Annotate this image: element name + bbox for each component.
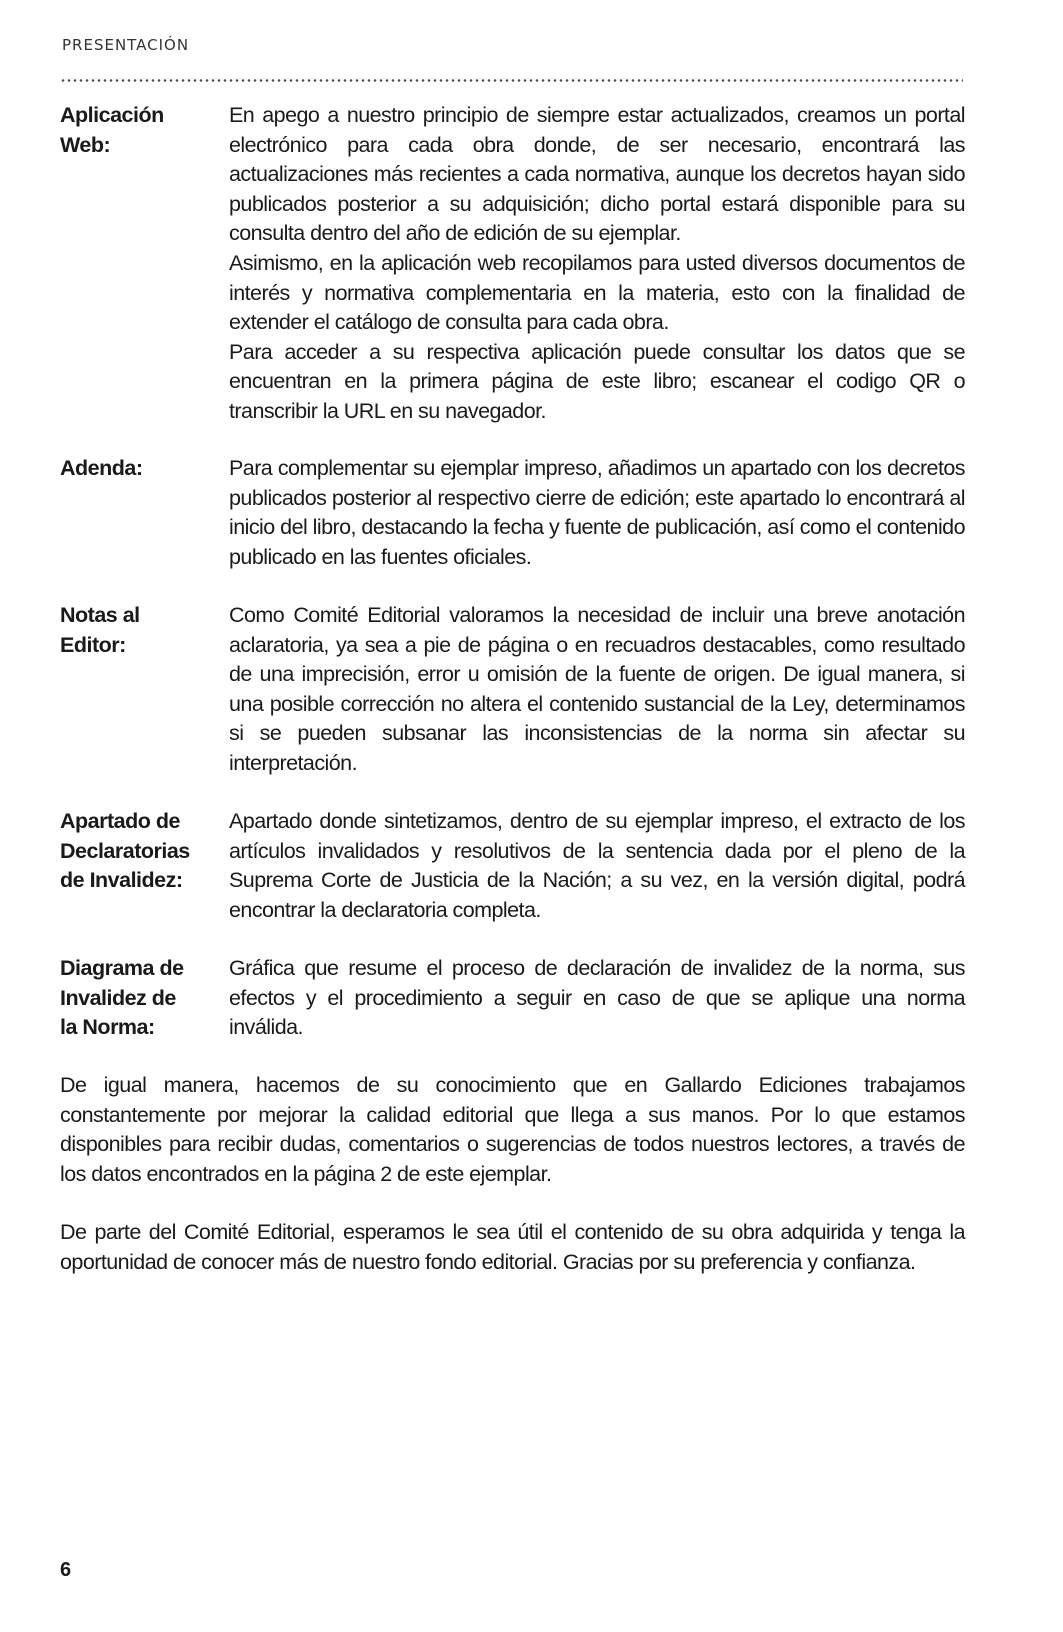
definition-description: En apego a nuestro principio de siempre estar actualizados, creamos un portal electrónico para cada obra donde, de ser necesario, encontrará las actualizaciones más recientes a cada normativa, aunque los decretos hayan sido publicados posterior a su adquisición; dicho portal estará disponible para su consulta dentro del año de edición de su ejemplar. Asimismo, en la aplicación web recopilamos para usted diversos documentos de interés y normativa complementaria en la materia, esto con la finalidad de extender el catálogo de consulta para cada obra. Para acceder a su respectiva aplicación puede consultar los datos que se encuentran en la primera página de este libro; escanear el codigo QR o transcribir la URL en su navegador. (229, 103, 965, 423)
closing-paragraph-2: De parte del Comité Editorial, esperamos le sea útil el contenido de su obra adquirida y tenga la oportunidad de conocer más de nuestro fondo editorial. Gracias por su preferencia y confianza. (60, 1220, 965, 1274)
definition-description: Apartado donde sintetizamos, dentro de su ejemplar impreso, el extracto de los artículos invalidados y resolutivos de la sentencia dada por el pleno de la Suprema Corte de Justicia de la Nación; a su vez, en la versión digital, podrá encontrar la declaratoria completa. (229, 809, 965, 922)
closing-paragraph-1: De igual manera, hacemos de su conocimiento que en Gallardo Ediciones trabajamos constantemente por mejorar la calidad editorial que llega a sus manos. Por lo que estamos disponibles para recibir dudas, comentarios o sugerencias de todos nuestros lectores, a través de los datos encontrados en la página 2 de este ejemplar. (60, 1073, 965, 1186)
definition-term: Notas al Editor: (60, 603, 140, 657)
definition-description: Para complementar su ejemplar impreso, añadimos un apartado con los decretos publicados posterior al respectivo cierre de edición; este apartado lo encontrará al inicio del libro, destacando la fecha y fuente de publicación, así como el contenido publicado en las fuentes oficiales. (229, 456, 965, 569)
definition-term: Adenda: (60, 456, 143, 480)
definition-term: Diagrama de Invalidez de la Norma: (60, 956, 184, 1040)
section-header: PRESENTACIÓN (62, 36, 190, 54)
definition-description: Como Comité Editorial valoramos la necesidad de incluir una breve anotación aclaratoria, ya sea a pie de página o en recuadros destacables, como resultado de una imprecisión, error u omisión de la fuente de origen. De igual manera, si una posible corrección no altera el contenido sustancial de la Ley, determinamos si se pueden subsanar las inconsistencias de la norma sin afectar su interpretación. (229, 603, 965, 775)
dotted-divider (60, 79, 963, 82)
definition-term: Aplicación Web: (60, 103, 164, 157)
definition-description: Gráfica que resume el proceso de declaración de invalidez de la norma, sus efectos y el procedimiento a seguir en caso de que se aplique una norma inválida. (229, 956, 965, 1040)
page-number: 6 (60, 1559, 72, 1581)
definition-term: Apartado de Declaratorias de Invalidez: (60, 809, 190, 893)
